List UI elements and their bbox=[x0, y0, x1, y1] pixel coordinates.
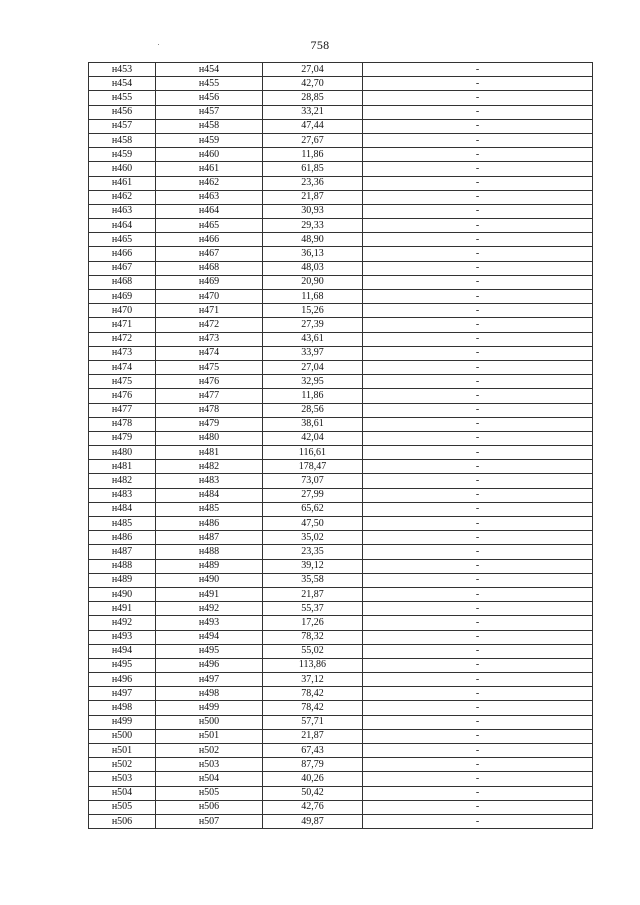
point-to-cell: н455 bbox=[156, 77, 263, 91]
note-cell: - bbox=[363, 261, 593, 275]
table-body bbox=[89, 63, 593, 829]
point-from-cell: н478 bbox=[89, 417, 156, 431]
point-to-cell: н500 bbox=[156, 715, 263, 729]
table-row bbox=[89, 446, 593, 460]
point-from-cell: н474 bbox=[89, 360, 156, 374]
table-row bbox=[89, 389, 593, 403]
table-row bbox=[89, 190, 593, 204]
table-row bbox=[89, 715, 593, 729]
point-from-cell: н472 bbox=[89, 332, 156, 346]
table-row bbox=[89, 630, 593, 644]
point-to-cell: н490 bbox=[156, 573, 263, 587]
point-to-cell: н482 bbox=[156, 460, 263, 474]
point-to-cell: н506 bbox=[156, 800, 263, 814]
scan-speck bbox=[158, 44, 159, 45]
length-cell: 28,85 bbox=[263, 91, 363, 105]
point-to-cell: н484 bbox=[156, 488, 263, 502]
note-cell: - bbox=[363, 318, 593, 332]
length-cell: 67,43 bbox=[263, 744, 363, 758]
table-row bbox=[89, 275, 593, 289]
point-to-cell: н474 bbox=[156, 346, 263, 360]
note-cell: - bbox=[363, 814, 593, 828]
point-to-cell: н489 bbox=[156, 559, 263, 573]
length-cell: 48,03 bbox=[263, 261, 363, 275]
length-cell: 38,61 bbox=[263, 417, 363, 431]
length-cell: 11,68 bbox=[263, 290, 363, 304]
note-cell: - bbox=[363, 517, 593, 531]
point-from-cell: н476 bbox=[89, 389, 156, 403]
point-from-cell: н479 bbox=[89, 431, 156, 445]
note-cell: - bbox=[363, 800, 593, 814]
note-cell: - bbox=[363, 587, 593, 601]
note-cell: - bbox=[363, 431, 593, 445]
length-cell: 40,26 bbox=[263, 772, 363, 786]
length-cell: 27,04 bbox=[263, 63, 363, 77]
length-cell: 178,47 bbox=[263, 460, 363, 474]
length-cell: 11,86 bbox=[263, 148, 363, 162]
point-from-cell: н494 bbox=[89, 644, 156, 658]
point-from-cell: н469 bbox=[89, 290, 156, 304]
point-from-cell: н454 bbox=[89, 77, 156, 91]
table-row bbox=[89, 474, 593, 488]
table-row bbox=[89, 658, 593, 672]
page-number: 758 bbox=[310, 38, 330, 52]
length-cell: 21,87 bbox=[263, 190, 363, 204]
point-from-cell: н488 bbox=[89, 559, 156, 573]
point-to-cell: н477 bbox=[156, 389, 263, 403]
point-to-cell: н462 bbox=[156, 176, 263, 190]
note-cell: - bbox=[363, 602, 593, 616]
length-cell: 20,90 bbox=[263, 275, 363, 289]
table-row bbox=[89, 77, 593, 91]
table-row bbox=[89, 644, 593, 658]
length-cell: 55,37 bbox=[263, 602, 363, 616]
point-from-cell: н465 bbox=[89, 233, 156, 247]
note-cell: - bbox=[363, 148, 593, 162]
point-to-cell: н469 bbox=[156, 275, 263, 289]
point-from-cell: н460 bbox=[89, 162, 156, 176]
table-row bbox=[89, 800, 593, 814]
note-cell: - bbox=[363, 275, 593, 289]
length-cell: 30,93 bbox=[263, 204, 363, 218]
length-cell: 35,02 bbox=[263, 531, 363, 545]
note-cell: - bbox=[363, 176, 593, 190]
table-row bbox=[89, 502, 593, 516]
note-cell: - bbox=[363, 474, 593, 488]
point-from-cell: н470 bbox=[89, 304, 156, 318]
note-cell: - bbox=[363, 346, 593, 360]
table-row bbox=[89, 346, 593, 360]
point-to-cell: н468 bbox=[156, 261, 263, 275]
table-row bbox=[89, 772, 593, 786]
point-from-cell: н499 bbox=[89, 715, 156, 729]
length-cell: 47,44 bbox=[263, 119, 363, 133]
point-from-cell: н468 bbox=[89, 275, 156, 289]
point-from-cell: н471 bbox=[89, 318, 156, 332]
note-cell: - bbox=[363, 545, 593, 559]
point-to-cell: н486 bbox=[156, 517, 263, 531]
note-cell: - bbox=[363, 488, 593, 502]
point-from-cell: н505 bbox=[89, 800, 156, 814]
point-from-cell: н500 bbox=[89, 729, 156, 743]
length-cell: 61,85 bbox=[263, 162, 363, 176]
point-to-cell: н480 bbox=[156, 431, 263, 445]
note-cell: - bbox=[363, 204, 593, 218]
point-to-cell: н499 bbox=[156, 701, 263, 715]
point-to-cell: н475 bbox=[156, 360, 263, 374]
note-cell: - bbox=[363, 332, 593, 346]
note-cell: - bbox=[363, 673, 593, 687]
length-cell: 27,99 bbox=[263, 488, 363, 502]
point-to-cell: н454 bbox=[156, 63, 263, 77]
point-from-cell: н484 bbox=[89, 502, 156, 516]
table-row bbox=[89, 701, 593, 715]
table-row bbox=[89, 587, 593, 601]
point-to-cell: н465 bbox=[156, 219, 263, 233]
length-cell: 65,62 bbox=[263, 502, 363, 516]
length-cell: 116,61 bbox=[263, 446, 363, 460]
note-cell: - bbox=[363, 758, 593, 772]
length-cell: 42,04 bbox=[263, 431, 363, 445]
table-row bbox=[89, 290, 593, 304]
note-cell: - bbox=[363, 233, 593, 247]
table-row bbox=[89, 332, 593, 346]
length-cell: 33,21 bbox=[263, 105, 363, 119]
point-from-cell: н497 bbox=[89, 687, 156, 701]
point-to-cell: н492 bbox=[156, 602, 263, 616]
note-cell: - bbox=[363, 375, 593, 389]
point-to-cell: н461 bbox=[156, 162, 263, 176]
length-cell: 39,12 bbox=[263, 559, 363, 573]
point-from-cell: н467 bbox=[89, 261, 156, 275]
note-cell: - bbox=[363, 190, 593, 204]
length-cell: 27,39 bbox=[263, 318, 363, 332]
point-from-cell: н496 bbox=[89, 673, 156, 687]
note-cell: - bbox=[363, 63, 593, 77]
point-from-cell: н477 bbox=[89, 403, 156, 417]
table-row bbox=[89, 119, 593, 133]
table-row bbox=[89, 204, 593, 218]
note-cell: - bbox=[363, 630, 593, 644]
table-row bbox=[89, 573, 593, 587]
length-cell: 43,61 bbox=[263, 332, 363, 346]
point-to-cell: н478 bbox=[156, 403, 263, 417]
point-to-cell: н501 bbox=[156, 729, 263, 743]
point-to-cell: н483 bbox=[156, 474, 263, 488]
table-row bbox=[89, 261, 593, 275]
note-cell: - bbox=[363, 119, 593, 133]
point-from-cell: н503 bbox=[89, 772, 156, 786]
point-to-cell: н502 bbox=[156, 744, 263, 758]
point-from-cell: н466 bbox=[89, 247, 156, 261]
length-cell: 78,42 bbox=[263, 687, 363, 701]
point-to-cell: н476 bbox=[156, 375, 263, 389]
point-to-cell: н496 bbox=[156, 658, 263, 672]
note-cell: - bbox=[363, 701, 593, 715]
note-cell: - bbox=[363, 446, 593, 460]
length-cell: 23,35 bbox=[263, 545, 363, 559]
length-cell: 78,32 bbox=[263, 630, 363, 644]
point-from-cell: н463 bbox=[89, 204, 156, 218]
length-cell: 11,86 bbox=[263, 389, 363, 403]
note-cell: - bbox=[363, 744, 593, 758]
point-from-cell: н455 bbox=[89, 91, 156, 105]
length-cell: 42,76 bbox=[263, 800, 363, 814]
note-cell: - bbox=[363, 77, 593, 91]
table-row bbox=[89, 417, 593, 431]
length-cell: 15,26 bbox=[263, 304, 363, 318]
table-row bbox=[89, 616, 593, 630]
point-to-cell: н493 bbox=[156, 616, 263, 630]
table-row bbox=[89, 133, 593, 147]
table-row bbox=[89, 403, 593, 417]
note-cell: - bbox=[363, 531, 593, 545]
note-cell: - bbox=[363, 786, 593, 800]
note-cell: - bbox=[363, 559, 593, 573]
point-to-cell: н491 bbox=[156, 587, 263, 601]
point-to-cell: н505 bbox=[156, 786, 263, 800]
point-from-cell: н504 bbox=[89, 786, 156, 800]
point-to-cell: н458 bbox=[156, 119, 263, 133]
point-from-cell: н490 bbox=[89, 587, 156, 601]
point-from-cell: н495 bbox=[89, 658, 156, 672]
length-cell: 29,33 bbox=[263, 219, 363, 233]
length-cell: 35,58 bbox=[263, 573, 363, 587]
point-from-cell: н473 bbox=[89, 346, 156, 360]
table-row bbox=[89, 758, 593, 772]
note-cell: - bbox=[363, 162, 593, 176]
note-cell: - bbox=[363, 219, 593, 233]
note-cell: - bbox=[363, 772, 593, 786]
table-row bbox=[89, 559, 593, 573]
note-cell: - bbox=[363, 644, 593, 658]
point-from-cell: н501 bbox=[89, 744, 156, 758]
length-cell: 21,87 bbox=[263, 587, 363, 601]
note-cell: - bbox=[363, 502, 593, 516]
point-to-cell: н473 bbox=[156, 332, 263, 346]
point-to-cell: н460 bbox=[156, 148, 263, 162]
length-cell: 27,04 bbox=[263, 360, 363, 374]
table-row bbox=[89, 105, 593, 119]
boundary-points-table bbox=[88, 62, 593, 829]
note-cell: - bbox=[363, 729, 593, 743]
point-to-cell: н481 bbox=[156, 446, 263, 460]
table-row bbox=[89, 460, 593, 474]
note-cell: - bbox=[363, 403, 593, 417]
point-to-cell: н494 bbox=[156, 630, 263, 644]
point-from-cell: н492 bbox=[89, 616, 156, 630]
point-from-cell: н457 bbox=[89, 119, 156, 133]
point-to-cell: н485 bbox=[156, 502, 263, 516]
point-to-cell: н497 bbox=[156, 673, 263, 687]
length-cell: 17,26 bbox=[263, 616, 363, 630]
note-cell: - bbox=[363, 304, 593, 318]
point-to-cell: н464 bbox=[156, 204, 263, 218]
length-cell: 37,12 bbox=[263, 673, 363, 687]
table-row bbox=[89, 176, 593, 190]
point-to-cell: н507 bbox=[156, 814, 263, 828]
length-cell: 113,86 bbox=[263, 658, 363, 672]
table-row bbox=[89, 545, 593, 559]
point-to-cell: н479 bbox=[156, 417, 263, 431]
length-cell: 42,70 bbox=[263, 77, 363, 91]
point-to-cell: н488 bbox=[156, 545, 263, 559]
note-cell: - bbox=[363, 105, 593, 119]
length-cell: 47,50 bbox=[263, 517, 363, 531]
point-from-cell: н498 bbox=[89, 701, 156, 715]
length-cell: 57,71 bbox=[263, 715, 363, 729]
table-row bbox=[89, 375, 593, 389]
length-cell: 33,97 bbox=[263, 346, 363, 360]
length-cell: 55,02 bbox=[263, 644, 363, 658]
point-from-cell: н481 bbox=[89, 460, 156, 474]
note-cell: - bbox=[363, 687, 593, 701]
note-cell: - bbox=[363, 460, 593, 474]
length-cell: 21,87 bbox=[263, 729, 363, 743]
table-row bbox=[89, 360, 593, 374]
point-to-cell: н495 bbox=[156, 644, 263, 658]
table-row bbox=[89, 814, 593, 828]
table-row bbox=[89, 786, 593, 800]
note-cell: - bbox=[363, 290, 593, 304]
point-to-cell: н487 bbox=[156, 531, 263, 545]
note-cell: - bbox=[363, 715, 593, 729]
note-cell: - bbox=[363, 616, 593, 630]
point-from-cell: н493 bbox=[89, 630, 156, 644]
length-cell: 23,36 bbox=[263, 176, 363, 190]
point-from-cell: н482 bbox=[89, 474, 156, 488]
table-row bbox=[89, 318, 593, 332]
point-from-cell: н485 bbox=[89, 517, 156, 531]
point-from-cell: н502 bbox=[89, 758, 156, 772]
point-to-cell: н471 bbox=[156, 304, 263, 318]
length-cell: 28,56 bbox=[263, 403, 363, 417]
point-from-cell: н487 bbox=[89, 545, 156, 559]
table-row bbox=[89, 63, 593, 77]
note-cell: - bbox=[363, 91, 593, 105]
point-from-cell: н483 bbox=[89, 488, 156, 502]
note-cell: - bbox=[363, 658, 593, 672]
table-row bbox=[89, 304, 593, 318]
point-from-cell: н464 bbox=[89, 219, 156, 233]
table-row bbox=[89, 729, 593, 743]
length-cell: 32,95 bbox=[263, 375, 363, 389]
point-from-cell: н453 bbox=[89, 63, 156, 77]
table-row bbox=[89, 531, 593, 545]
table-row bbox=[89, 673, 593, 687]
note-cell: - bbox=[363, 417, 593, 431]
point-to-cell: н459 bbox=[156, 133, 263, 147]
length-cell: 49,87 bbox=[263, 814, 363, 828]
point-to-cell: н466 bbox=[156, 233, 263, 247]
table-row bbox=[89, 517, 593, 531]
length-cell: 78,42 bbox=[263, 701, 363, 715]
note-cell: - bbox=[363, 389, 593, 403]
table-row bbox=[89, 431, 593, 445]
table-row bbox=[89, 162, 593, 176]
note-cell: - bbox=[363, 247, 593, 261]
table-row bbox=[89, 602, 593, 616]
point-from-cell: н486 bbox=[89, 531, 156, 545]
point-from-cell: н459 bbox=[89, 148, 156, 162]
length-cell: 27,67 bbox=[263, 133, 363, 147]
point-from-cell: н480 bbox=[89, 446, 156, 460]
point-from-cell: н456 bbox=[89, 105, 156, 119]
note-cell: - bbox=[363, 133, 593, 147]
table-row bbox=[89, 488, 593, 502]
point-to-cell: н470 bbox=[156, 290, 263, 304]
point-to-cell: н467 bbox=[156, 247, 263, 261]
point-to-cell: н463 bbox=[156, 190, 263, 204]
point-to-cell: н498 bbox=[156, 687, 263, 701]
point-to-cell: н457 bbox=[156, 105, 263, 119]
note-cell: - bbox=[363, 360, 593, 374]
point-to-cell: н503 bbox=[156, 758, 263, 772]
length-cell: 73,07 bbox=[263, 474, 363, 488]
point-from-cell: н462 bbox=[89, 190, 156, 204]
table-row bbox=[89, 744, 593, 758]
point-to-cell: н504 bbox=[156, 772, 263, 786]
point-from-cell: н506 bbox=[89, 814, 156, 828]
length-cell: 50,42 bbox=[263, 786, 363, 800]
table-row bbox=[89, 247, 593, 261]
point-from-cell: н461 bbox=[89, 176, 156, 190]
table-row bbox=[89, 687, 593, 701]
point-to-cell: н456 bbox=[156, 91, 263, 105]
point-from-cell: н489 bbox=[89, 573, 156, 587]
length-cell: 36,13 bbox=[263, 247, 363, 261]
note-cell: - bbox=[363, 573, 593, 587]
table-row bbox=[89, 91, 593, 105]
point-from-cell: н458 bbox=[89, 133, 156, 147]
point-to-cell: н472 bbox=[156, 318, 263, 332]
table-row bbox=[89, 219, 593, 233]
table-row bbox=[89, 148, 593, 162]
length-cell: 87,79 bbox=[263, 758, 363, 772]
point-from-cell: н475 bbox=[89, 375, 156, 389]
length-cell: 48,90 bbox=[263, 233, 363, 247]
table-row bbox=[89, 233, 593, 247]
point-from-cell: н491 bbox=[89, 602, 156, 616]
